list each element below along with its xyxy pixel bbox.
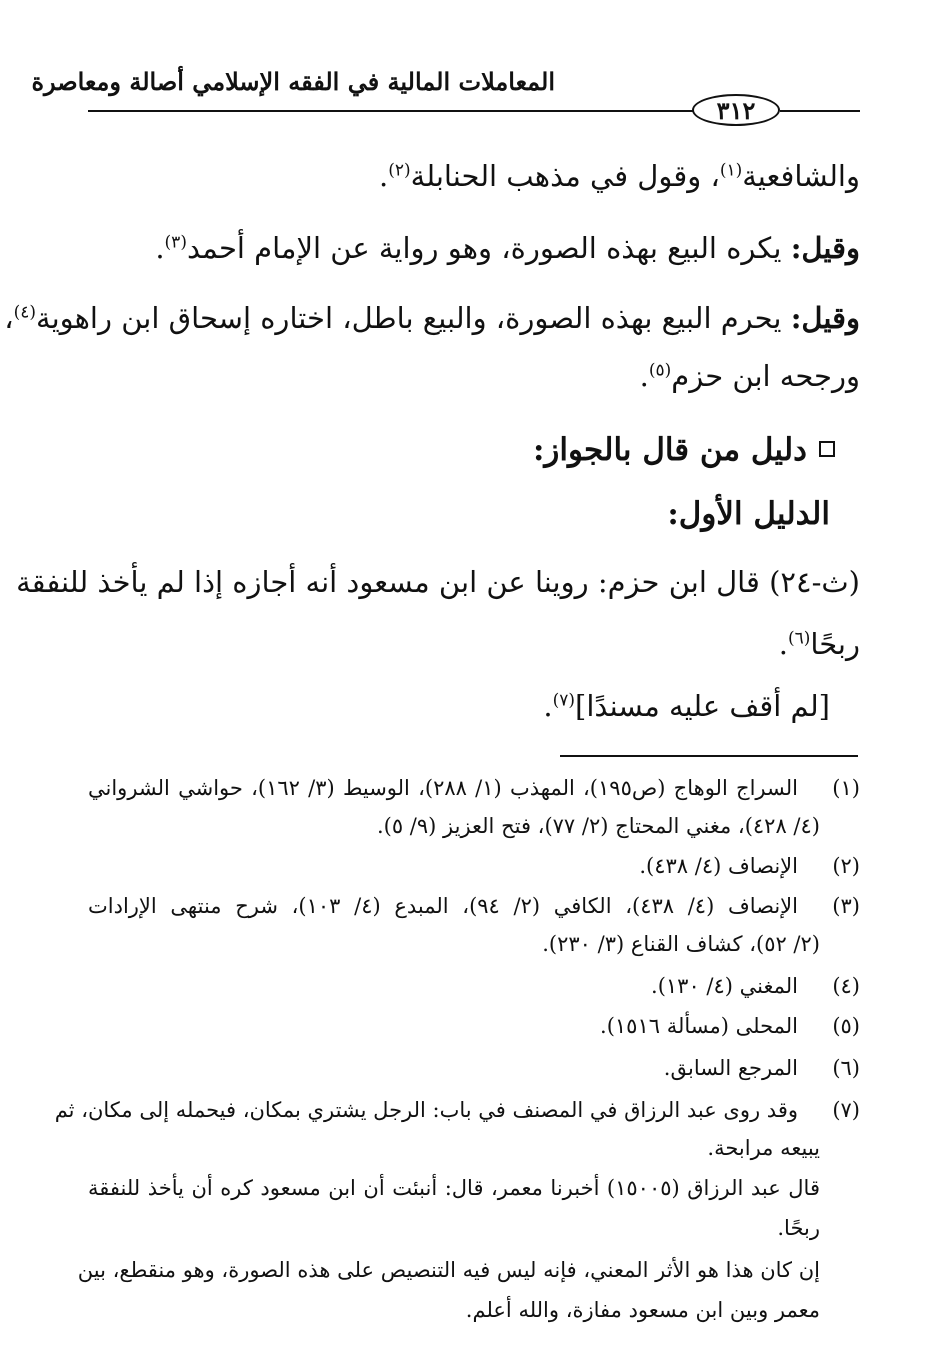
footnote-number: (٤) — [832, 974, 860, 998]
footnote-7-line-1 — [54, 1090, 860, 1130]
footnote-1-line-2: (٤/ ٤٢٨)، مغني المحتاج (٢/ ٧٧)، فتح العزيز (٩/ ٥). — [376, 814, 820, 838]
footnote-ref-7: (٧) — [552, 690, 575, 711]
square-bullet-icon — [819, 441, 835, 457]
footnote-2 — [600, 846, 860, 886]
punctuation: . — [639, 359, 649, 393]
footnote-number: (٢) — [832, 854, 860, 878]
footnote-7-line-5: إن كان هذا هو الأثر المعني، فإنه ليس فيه التنصيص على هذه الصورة، وهو منقطع، بين — [77, 1258, 820, 1282]
footnote-ref-5: (٥) — [648, 360, 672, 381]
footnote-ref-3: (٣) — [164, 232, 187, 253]
footnote-1-line-1 — [88, 768, 860, 808]
keyword-qila: وقيل: — [790, 231, 860, 265]
footnote-ref-1: (١) — [719, 160, 743, 181]
punctuation: . — [778, 627, 788, 661]
footnote-number: (٣) — [832, 894, 860, 918]
header-rule-right — [780, 110, 860, 112]
body-text: ورجحه ابن حزم — [671, 359, 860, 393]
footnote-text: المغني (٤/ ١٣٠). — [651, 974, 798, 998]
footnote-separator — [560, 755, 858, 757]
footnote-4 — [600, 966, 860, 1006]
footnote-3-line-2: (٢/ ٥٢)، كشاف القناع (٣/ ٢٣٠). — [542, 932, 820, 956]
subheading: الدليل الأول: — [667, 496, 830, 532]
footnote-text: المحلى (مسألة ١٥١٦). — [600, 1014, 798, 1038]
body-line-5: (ث-٢٤) قال ابن حزم: روينا عن ابن مسعود أنه أجازه إذا لم يأخذ للنفقة — [16, 565, 860, 599]
footnote-number: (٦) — [832, 1056, 860, 1080]
footnote-7-line-2: يبيعه مرابحة. — [707, 1136, 820, 1160]
body-text: يحرم البيع بهذه الصورة، والبيع باطل، اختاره إسحاق ابن راهوية — [36, 301, 791, 335]
body-line-1 — [300, 150, 860, 202]
punctuation: . — [543, 689, 553, 723]
page-number: ٣١٢ — [692, 94, 780, 126]
footnote-number: (١) — [832, 776, 860, 800]
footnote-5 — [560, 1006, 860, 1046]
footnote-text: السراج الوهاج (ص١٩٥)، المهذب (١/ ٢٨٨)، الوسيط (٣/ ١٦٢)، حواشي الشرواني — [88, 776, 798, 800]
footnote-text: الإنصاف (٤/ ٤٣٨). — [639, 854, 798, 878]
section-heading-text: دليل من قال بالجواز: — [532, 432, 807, 468]
footnote-number: (٥) — [832, 1014, 860, 1038]
body-line-3 — [4, 292, 860, 344]
footnote-text: وقد روى عبد الرزاق في المصنف في باب: الرجل يشتري بمكان، فيحمله إلى مكان، ثم — [54, 1098, 798, 1122]
header-rule-left — [88, 110, 694, 112]
section-heading — [440, 424, 835, 476]
footnote-7-line-3: قال عبد الرزاق (١٥٠٠٥) أخبرنا معمر، قال: أنبئت أن ابن مسعود كره أن يأخذ للنفقة — [88, 1176, 820, 1200]
punctuation: . — [379, 159, 389, 193]
body-text: [لم أقف عليه مسندًا] — [575, 689, 830, 723]
body-line-7 — [540, 680, 830, 732]
body-line-6 — [600, 618, 860, 670]
body-line-4 — [500, 350, 860, 402]
footnote-number: (٧) — [832, 1098, 860, 1122]
body-text: يكره البيع بهذه الصورة، وهو رواية عن الإمام أحمد — [186, 231, 791, 265]
footnote-ref-6: (٦) — [787, 628, 811, 649]
footnote-text: المرجع السابق. — [663, 1056, 798, 1080]
body-text: والشافعية — [742, 159, 860, 193]
footnote-6 — [640, 1048, 860, 1088]
body-line-2 — [155, 222, 860, 274]
punctuation: . — [155, 231, 165, 265]
punctuation: ، — [4, 301, 14, 335]
footnote-7-line-6: معمر وبين ابن مسعود مفازة، والله أعلم. — [465, 1298, 820, 1322]
body-text: ، وقول في مذهب الحنابلة — [410, 159, 720, 193]
footnote-ref-2: (٢) — [388, 160, 411, 181]
footnote-ref-4: (٤) — [13, 302, 37, 323]
running-title: المعاملات المالية في الفقه الإسلامي أصالة ومعاصرة — [31, 67, 555, 96]
footnote-text: الإنصاف (٤/ ٤٣٨)، الكافي (٢/ ٩٤)، المبدع (٤/ ١٠٣)، شرح منتهى الإرادات — [88, 894, 798, 918]
footnote-3-line-1 — [88, 886, 860, 926]
keyword-qila: وقيل: — [790, 301, 860, 335]
body-text: ربحًا — [810, 627, 860, 661]
footnote-7-line-4: ربحًا. — [777, 1216, 820, 1240]
